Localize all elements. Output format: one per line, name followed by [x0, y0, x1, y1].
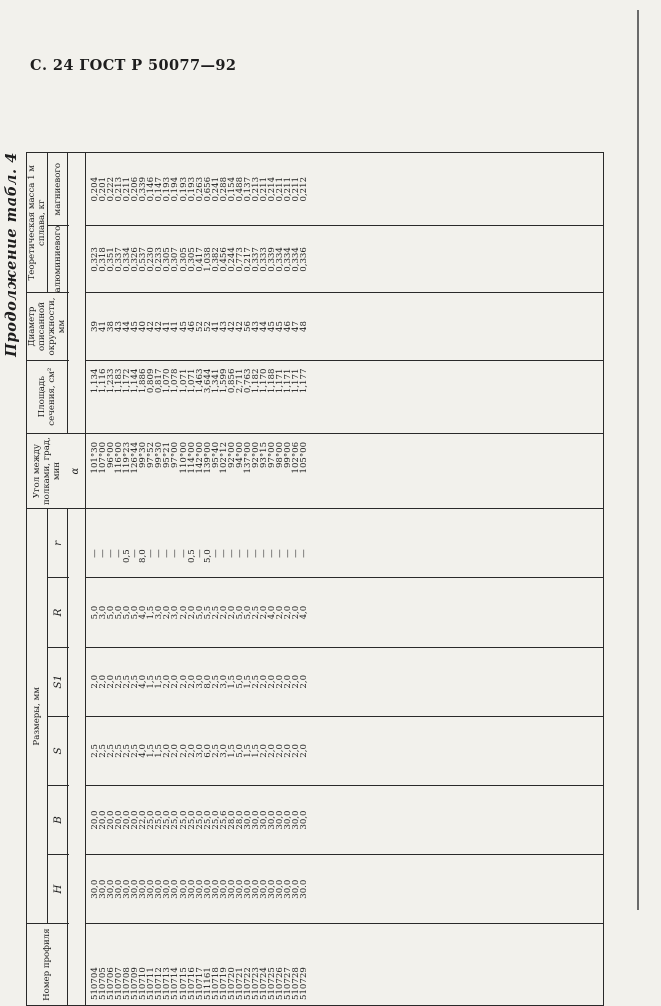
col-diameter-values: 39 41 38 43 44 45 40 42 42 41 41 45 46 52 52 41 43 42 42 56 43 44 45 45 46 47 48 — [86, 293, 604, 360]
col-angle-symbol: α — [68, 433, 86, 508]
col-s-header: S — [48, 716, 68, 785]
running-head: С. 24 ГОСТ Р 50077—92 — [30, 57, 237, 74]
col-area-values: 1,134 1,116 1,233 1,183 1,172 1,144 1,886 0,809 0,817 1,070 1,078 1,071 1,071 1,463 3,644 1,341 1,599 0,856 2,711 0,763 1,182 1,170 1,188 1,171 1,171 1,171 1,177 — [86, 360, 604, 433]
header-spacer — [68, 509, 86, 1006]
col-profile-header: Номер профиля — [27, 924, 68, 1006]
header-spacer — [68, 153, 86, 434]
col-s1-values: 2,0 2,0 2,0 2,5 2,5 2,5 4,0 1,5 1,5 2,0 2,0 2,0 2,0 3,0 8,0 2,5 3,0 1,5 5,0 1,5 2,5 2,0 2,0 2,0 2,0 2,0 2,0 — [86, 647, 604, 716]
col-s1-header: S1 — [48, 647, 68, 716]
col-mass-mg-values: 0,204 0,201 0,222 0,213 0,211 0,206 0,339 0,146 0,147 0,193 0,194 0,193 0,193 0,263 0,656 0,241 0,288 0,154 0,488 0,137 0,213 0,211 0,214 0,211 0,211 0,211 0,212 — [86, 153, 604, 226]
col-h-values: 30,0 30,0 30,0 30,0 30,0 30,0 30,0 30,0 30,0 30,0 30,0 30,0 30,0 30,0 30,0 30,0 30,0 30,0 30,0 30,0 30,0 30,0 30,0 30,0 30,0 30,0 30.0 — [86, 855, 604, 924]
page-edge-line — [637, 10, 639, 910]
col-mass-al-values: 0,323 0,318 0,351 0,337 0,334 0,326 0,537 0,230 0,233 0,305 0,307 0,305 0,305 0,417 1,038 0,382 0,456 0,244 0,773 0,217 0,337 0,333 0,339 0,334 0,334 0,334 0,336 — [86, 226, 604, 293]
sizes-group-header: Размеры, мм — [27, 509, 48, 924]
col-rsmall-values: — — — — 0,5 — 8,0 — — — — — 0,5 — 5,0 — — — — — — — — — — — — — [86, 509, 604, 578]
col-h-header: H — [48, 855, 68, 924]
col-rbig-values: 5,0 3,0 5,0 5,0 5,0 5,0 4,0 1,5 3,0 2,0 3,0 2,0 2,0 5,0 5,5 2,5 2,0 2,0 5,0 5,0 2,5 2,0 4,0 2,0 2,0 2,0 4,0 — [86, 578, 604, 647]
rotated-table-block — [0, 152, 584, 1006]
table-continuation-title: Продолжение табл. 4 — [3, 152, 20, 357]
col-angle-header: Угол между полками, град, мин — [27, 433, 68, 508]
col-mass-al-header: алюминиевого — [48, 226, 68, 293]
col-profile-values: 510704 510705 510706 510707 510708 510709 510710 510711 510712 510713 510714 510715 510716 510717 511161 510718 510719 510720 510721 510722 510723 510724 510725 510726 510727 510728 510729 — [86, 924, 604, 1006]
col-rbig-header: R — [48, 578, 68, 647]
col-rsmall-header: r — [48, 509, 68, 578]
col-diameter-header: Диаметр описанной окружности, мм — [27, 293, 68, 360]
col-angle-values: 101°30 107°00 96°00 116°00 119°23 126°44 99°30 97°52 99°30 95°21 97°00 110°00 114°00 142°00 139°00 95°40 102°12 92°00 94°00 137°00 92°00 93°15 97°00 98°00 99°00 102°06 105°00 — [86, 433, 604, 508]
col-area-header: Площадь сечения, см² — [27, 360, 68, 433]
col-b-header: B — [48, 785, 68, 854]
col-mass-mg-header: магниевого — [48, 153, 68, 226]
mass-group-header: Теоретическая масса 1 м сплава, кг — [27, 153, 48, 293]
profiles-table — [26, 152, 604, 1006]
col-b-values: 20,0 20,0 20,0 20,0 20,0 20,0 22,0 25,0 25,0 25,0 25,0 25,0 25,0 25,0 25,0 25,0 25,6 28,0 28,0 30,0 30,0 30,0 30,0 30,0 30,0 30,0 30,0 — [86, 785, 604, 854]
col-s-values: 2,5 2,5 2,5 2,5 2,5 2,5 4,0 1,5 1,5 2,0 2,0 2,0 2,0 3,0 6,0 2,5 3,0 1,5 5,0 1,5 1,5 2,0 2,0 2,0 2,0 2,0 2,0 — [86, 716, 604, 785]
